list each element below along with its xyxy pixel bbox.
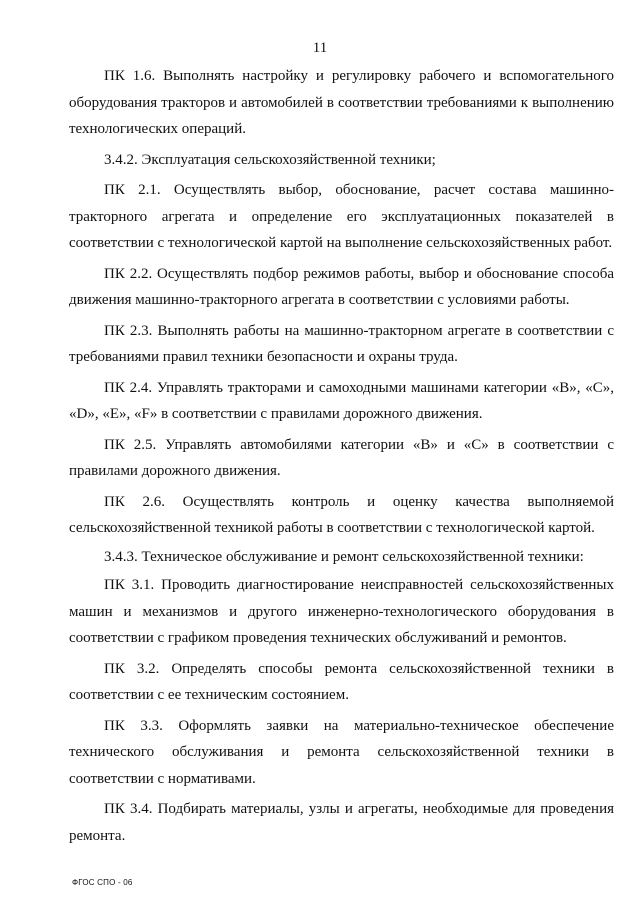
paragraph-pk-2-6: ПК 2.6. Осуществлять контроль и оценку качества выполняемой сельскохозяйственной техникой работы в соответствии с технологической картой.: [69, 493, 614, 536]
section-heading-3-4-2: 3.4.2. Эксплуатация сельскохозяйственной техники;: [104, 151, 436, 168]
paragraph-pk-3-4: ПК 3.4. Подбирать материалы, узлы и агрегаты, необходимые для проведения ремонта.: [69, 801, 614, 844]
paragraph-pk-2-1: ПК 2.1. Осуществлять выбор, обоснование, расчет состава машинно-тракторного агрегата и определение его эксплуатационных показателей в соответствии с технологической картой на выполнение сельскохозяйственных работ.: [69, 182, 614, 251]
paragraph-pk-3-3: ПК 3.3. Оформлять заявки на материально-техническое обеспечение технического обслуживания и ремонта сельскохозяйственной техники в соответствии с нормативами.: [69, 717, 614, 787]
section-heading-3-4-3: 3.4.3. Техническое обслуживание и ремонт сельскохозяйственной техники:: [104, 548, 584, 565]
paragraph-pk-2-5: ПК 2.5. Управлять автомобилями категории «B» и «C» в соответствии с правилами дорожного движения.: [69, 436, 614, 479]
paragraph-pk-2-3: ПК 2.3. Выполнять работы на машинно-тракторном агрегате в соответствии с требованиями правил техники безопасности и охраны труда.: [69, 322, 614, 365]
paragraph-pk-2-4: ПК 2.4. Управлять тракторами и самоходными машинами категории «B», «C», «D», «E», «F» в соответствии с правилами дорожного движения.: [69, 379, 614, 422]
paragraph-pk-1-6: ПК 1.6. Выполнять настройку и регулировку рабочего и вспомогательного оборудования тракторов и автомобилей в соответствии требованиями к выполнению технологических операций.: [69, 68, 614, 137]
page-number: 11: [312, 40, 328, 56]
footer-standard-label: ФГОС СПО - 06: [72, 878, 133, 887]
paragraph-pk-2-2: ПК 2.2. Осуществлять подбор режимов работы, выбор и обоснование способа движения машинно-тракторного агрегата в соответствии с условиями работы.: [69, 265, 614, 308]
paragraph-pk-3-1: ПК 3.1. Проводить диагностирование неисправностей сельскохозяйственных машин и механизмов и другого инженерно-технологического оборудования в соответствии с графиком проведения технических обслуживаний и ремонтов.: [69, 577, 614, 646]
document-body: [69, 63, 614, 849]
paragraph-pk-3-2: ПК 3.2. Определять способы ремонта сельскохозяйственной техники в соответствии с ее техническим состоянием.: [69, 660, 614, 703]
